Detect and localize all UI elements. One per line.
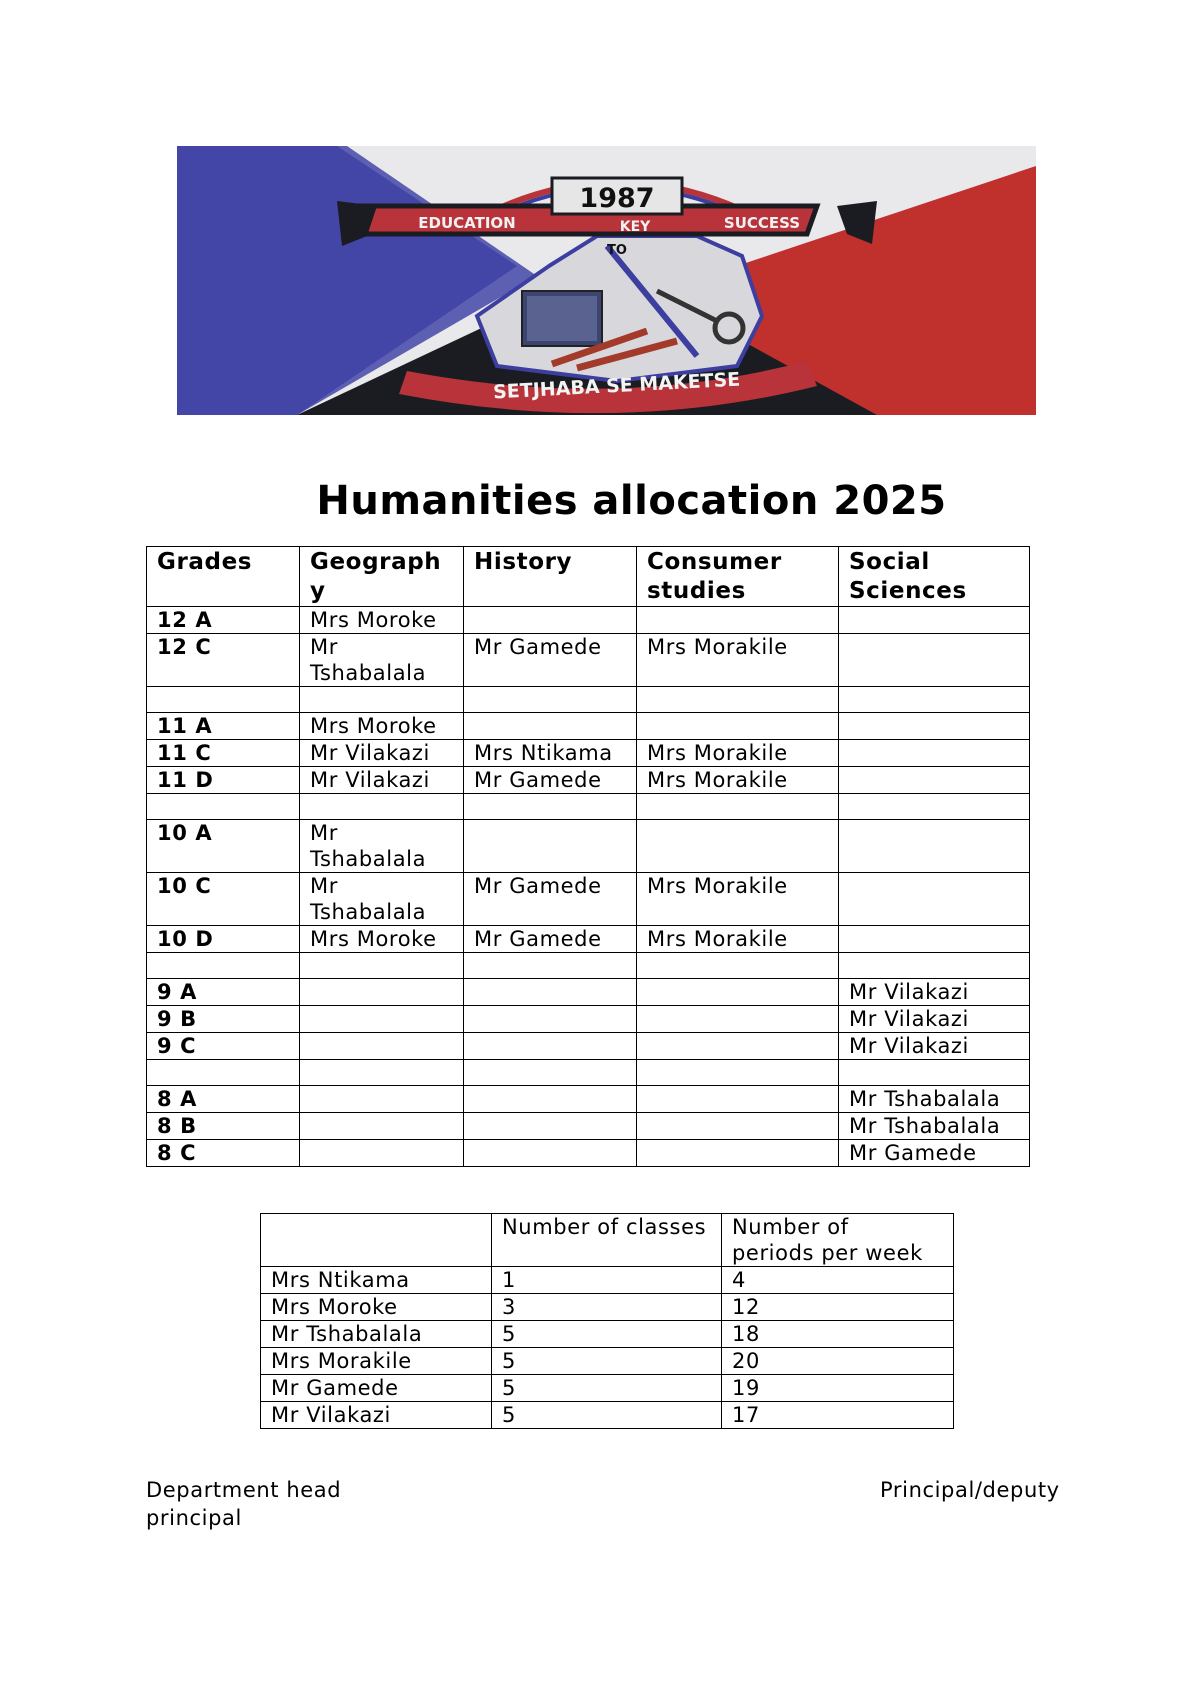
history-cell: Mr Gamede [464, 926, 637, 953]
history-cell: Mr Gamede [464, 767, 637, 794]
table-row [147, 1140, 1030, 1167]
signature-principal-deputy: Principal/deputy [880, 1478, 1060, 1502]
table-row [147, 1086, 1030, 1113]
teacher-name-cell: Mrs Ntikama [261, 1267, 492, 1294]
table-row [261, 1294, 954, 1321]
header-social-sciences: Social Sciences [839, 547, 1030, 607]
signature-left-line1: Department head [146, 1478, 342, 1502]
teacher-load-summary-table [260, 1213, 954, 1429]
geography-cell: Mr Tshabalala [300, 634, 464, 687]
crest-motto-center: KEY [619, 219, 651, 235]
consumer-studies-cell: Mrs Morakile [637, 634, 839, 687]
geography-cell: Mr Tshabalala [300, 820, 464, 873]
crest-year: 1987 [579, 183, 655, 214]
teacher-name-cell: Mr Tshabalala [261, 1321, 492, 1348]
table-row [147, 740, 1030, 767]
teacher-name-cell: Mr Vilakazi [261, 1402, 492, 1429]
table-row [147, 1033, 1030, 1060]
summary-header-blank [261, 1214, 492, 1267]
table-row [147, 873, 1030, 926]
table-row [261, 1348, 954, 1375]
classes-cell: 1 [492, 1267, 722, 1294]
grade-cell: 12 A [147, 607, 300, 634]
classes-cell: 5 [492, 1375, 722, 1402]
periods-cell: 18 [722, 1321, 954, 1348]
teacher-name-cell: Mr Gamede [261, 1375, 492, 1402]
table-row [147, 687, 1030, 713]
grade-cell: 10 C [147, 873, 300, 926]
table-row [261, 1375, 954, 1402]
social-sciences-cell: Mr Tshabalala [839, 1086, 1030, 1113]
geography-cell: Mrs Moroke [300, 926, 464, 953]
crest-school-name: SETJHABA SE MAKETSE [492, 368, 741, 404]
signature-left-line2: principal [146, 1506, 242, 1530]
summary-header-periods: Number of periods per week [722, 1214, 954, 1267]
table-row [147, 713, 1030, 740]
grade-cell: 10 D [147, 926, 300, 953]
geography-cell: Mrs Moroke [300, 607, 464, 634]
history-cell: Mr Gamede [464, 873, 637, 926]
periods-cell: 19 [722, 1375, 954, 1402]
classes-cell: 5 [492, 1402, 722, 1429]
school-crest-banner [177, 146, 1036, 415]
table-row [261, 1267, 954, 1294]
header-grades: Grades [147, 547, 300, 607]
history-cell [464, 607, 637, 634]
teacher-name-cell: Mrs Moroke [261, 1294, 492, 1321]
consumer-studies-cell: Mrs Morakile [637, 926, 839, 953]
geography-cell: Mr Vilakazi [300, 740, 464, 767]
geography-cell: Mrs Moroke [300, 713, 464, 740]
grade-cell: 12 C [147, 634, 300, 687]
grade-cell: 8 C [147, 1140, 300, 1167]
table-row [147, 926, 1030, 953]
social-sciences-cell [839, 607, 1030, 634]
table-row [147, 794, 1030, 820]
grade-cell: 9 B [147, 1006, 300, 1033]
periods-cell: 17 [722, 1402, 954, 1429]
header-consumer-studies: Consumer studies [637, 547, 839, 607]
teacher-name-cell: Mrs Morakile [261, 1348, 492, 1375]
grade-cell: 10 A [147, 820, 300, 873]
social-sciences-cell: Mr Gamede [839, 1140, 1030, 1167]
table-row [147, 1006, 1030, 1033]
periods-cell: 20 [722, 1348, 954, 1375]
social-sciences-cell: Mr Vilakazi [839, 1033, 1030, 1060]
grade-cell: 9 C [147, 1033, 300, 1060]
header-geography: Geograph y [300, 547, 464, 607]
grade-cell: 8 A [147, 1086, 300, 1113]
table-row [147, 820, 1030, 873]
header-history: History [464, 547, 637, 607]
allocation-header-row [147, 547, 1030, 607]
social-sciences-cell: Mr Vilakazi [839, 979, 1030, 1006]
table-row [147, 1113, 1030, 1140]
grade-cell: 11 C [147, 740, 300, 767]
consumer-studies-cell: Mrs Morakile [637, 740, 839, 767]
table-row [147, 1060, 1030, 1086]
summary-header-classes: Number of classes [492, 1214, 722, 1267]
table-row [147, 634, 1030, 687]
social-sciences-cell: Mr Tshabalala [839, 1113, 1030, 1140]
grade-cell: 9 A [147, 979, 300, 1006]
geography-cell: Mr Vilakazi [300, 767, 464, 794]
table-row [147, 979, 1030, 1006]
history-cell: Mr Gamede [464, 634, 637, 687]
summary-header-row [261, 1214, 954, 1267]
social-sciences-cell: Mr Vilakazi [839, 1006, 1030, 1033]
periods-cell: 12 [722, 1294, 954, 1321]
history-cell: Mrs Ntikama [464, 740, 637, 767]
table-row [147, 767, 1030, 794]
table-row [147, 607, 1030, 634]
crest-motto-to: TO [607, 243, 627, 258]
crest-motto-left: EDUCATION [418, 214, 516, 232]
grade-cell: 11 D [147, 767, 300, 794]
periods-cell: 4 [722, 1267, 954, 1294]
grade-cell: 11 A [147, 713, 300, 740]
table-row [261, 1402, 954, 1429]
allocation-table [146, 546, 1030, 1167]
consumer-studies-cell: Mrs Morakile [637, 767, 839, 794]
grade-cell: 8 B [147, 1113, 300, 1140]
classes-cell: 3 [492, 1294, 722, 1321]
social-sciences-cell [839, 634, 1030, 687]
table-row [147, 953, 1030, 979]
consumer-studies-cell: Mrs Morakile [637, 873, 839, 926]
classes-cell: 5 [492, 1321, 722, 1348]
crest-motto-right: SUCCESS [723, 214, 801, 232]
signature-department-head [146, 1476, 341, 1532]
classes-cell: 5 [492, 1348, 722, 1375]
consumer-studies-cell [637, 607, 839, 634]
table-row [261, 1321, 954, 1348]
geography-cell: Mr Tshabalala [300, 873, 464, 926]
page-title: Humanities allocation 2025 [316, 478, 947, 524]
